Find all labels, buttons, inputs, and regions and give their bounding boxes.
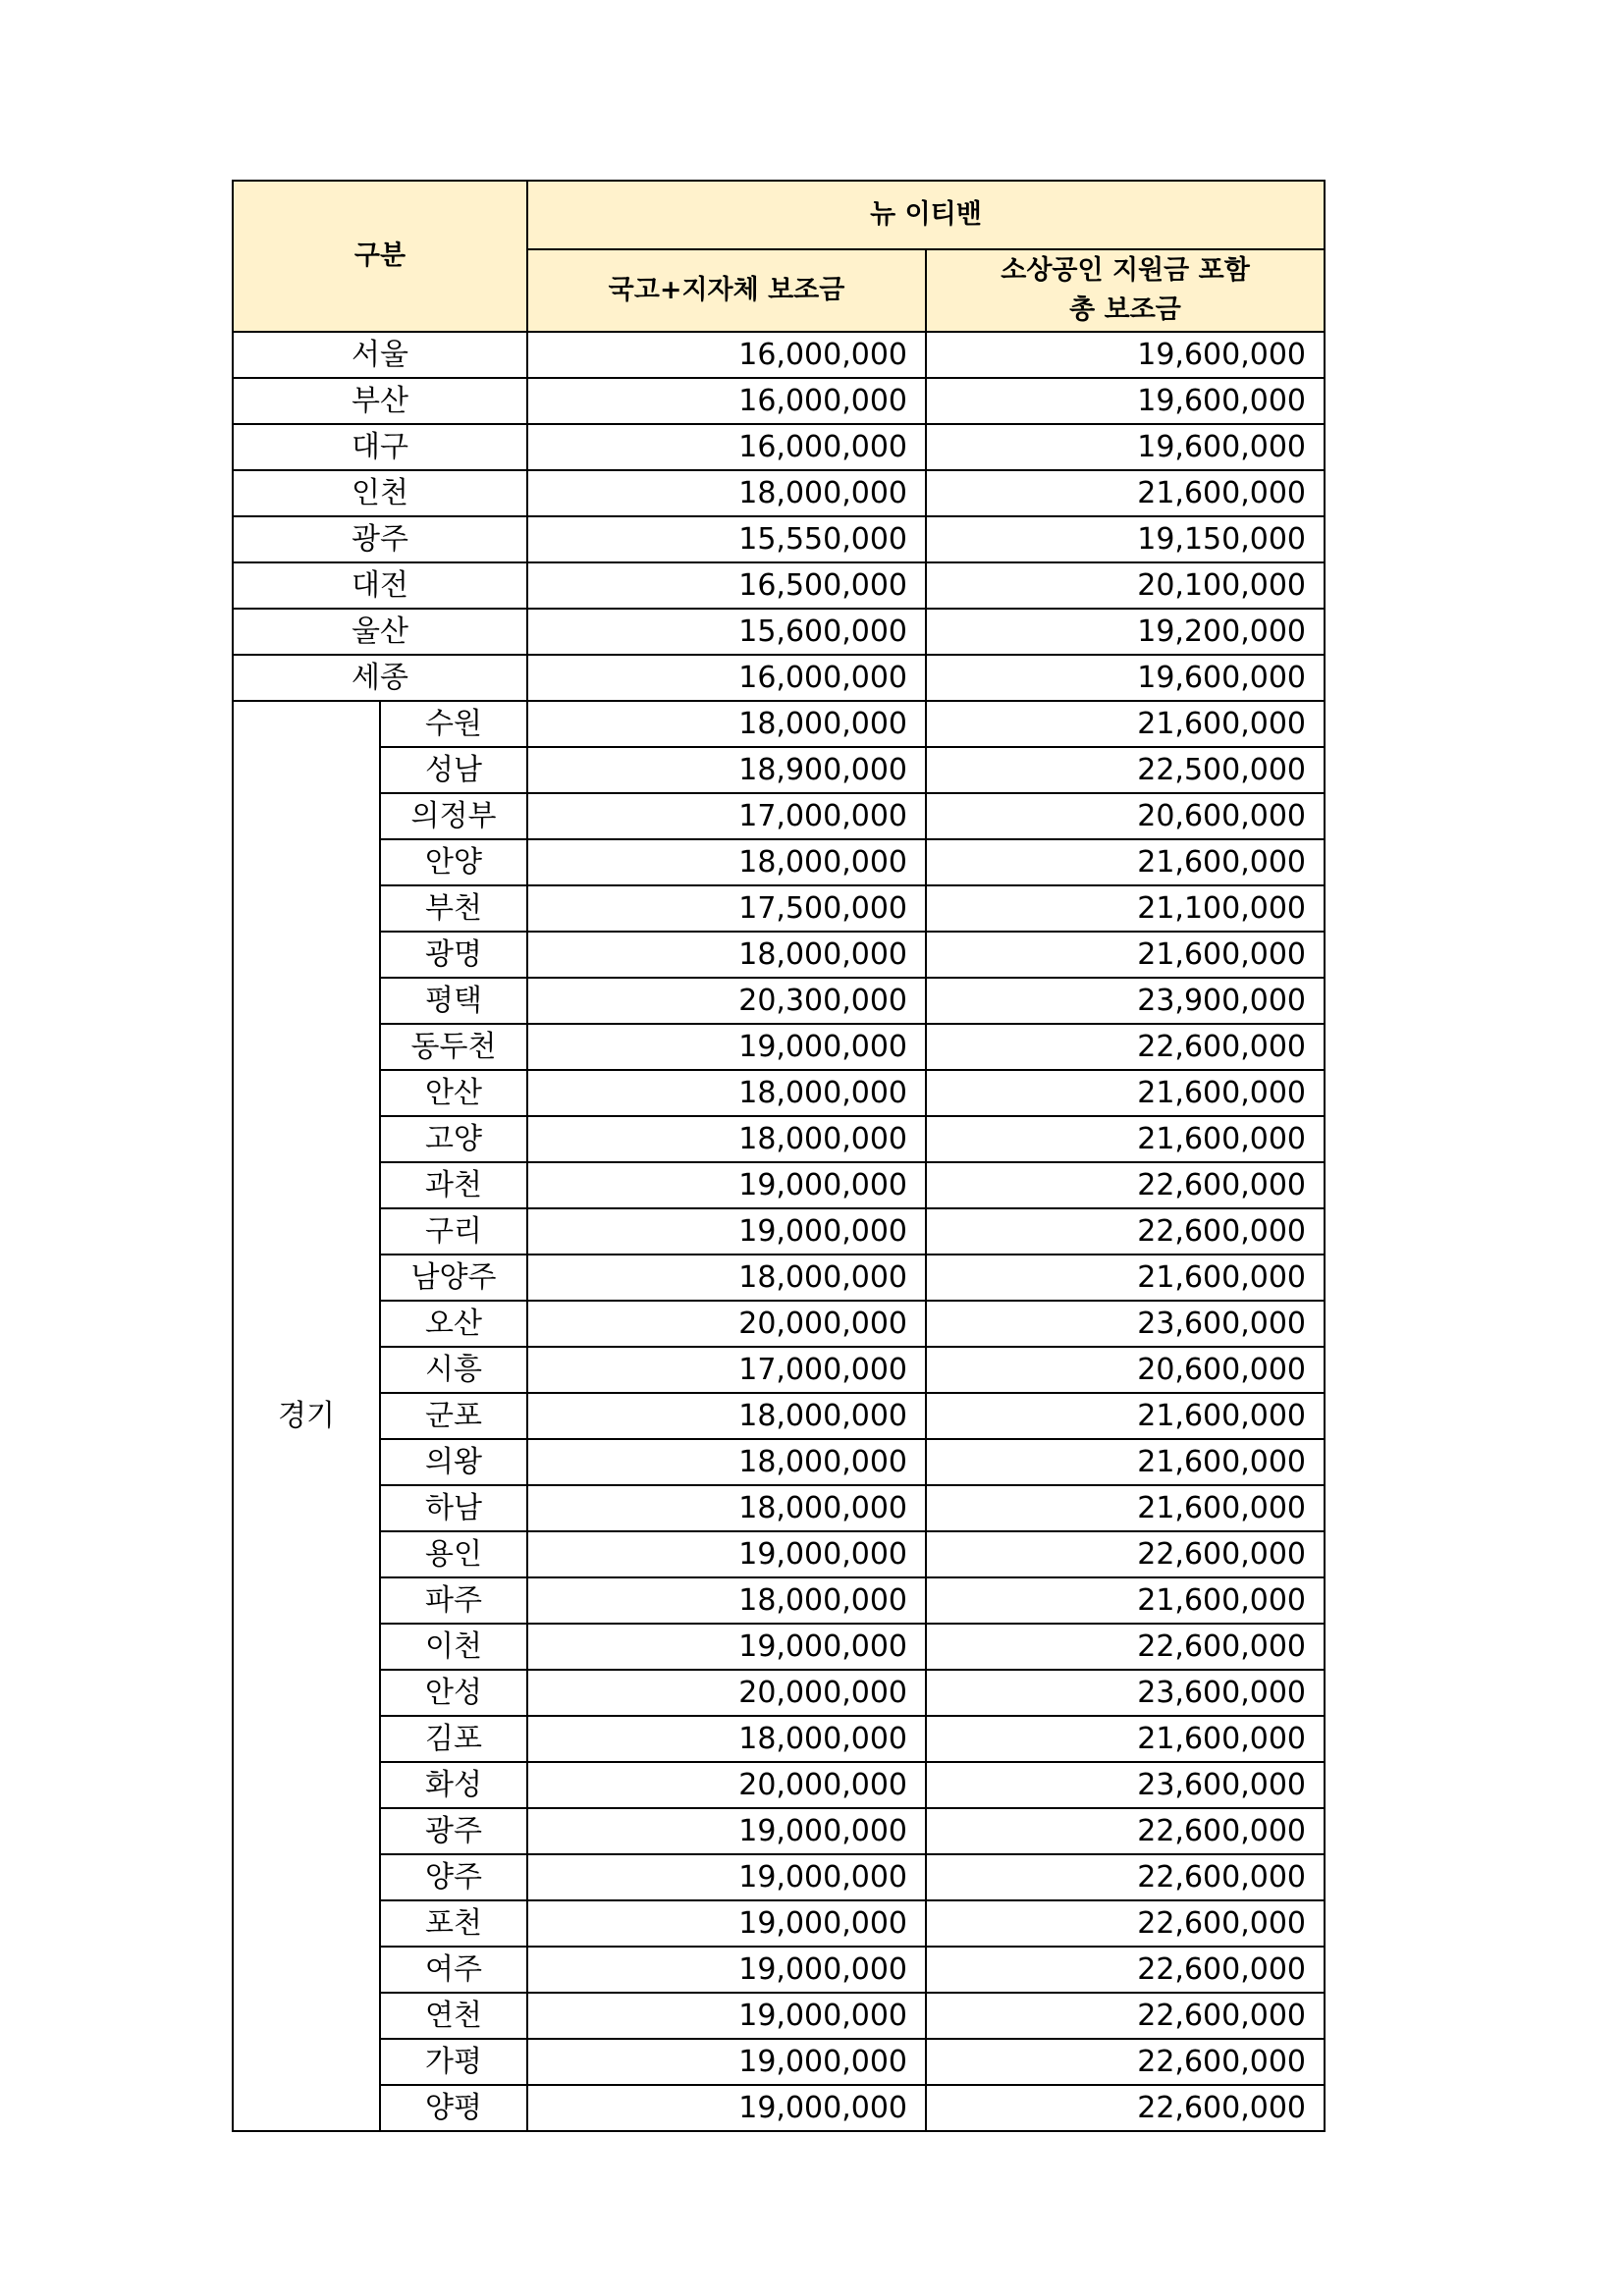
total-subsidy-value: 19,200,000 (926, 609, 1325, 655)
total-subsidy-value: 22,600,000 (926, 1854, 1325, 1900)
gov-subsidy-value: 19,000,000 (527, 1854, 926, 1900)
table-row (233, 1439, 1325, 1485)
city-name: 남양주 (380, 1255, 527, 1301)
gov-subsidy-value: 20,000,000 (527, 1762, 926, 1808)
city-name: 과천 (380, 1162, 527, 1208)
gov-subsidy-value: 18,000,000 (527, 1577, 926, 1624)
total-subsidy-value: 22,600,000 (926, 1947, 1325, 1993)
table-row (233, 1393, 1325, 1439)
city-name: 군포 (380, 1393, 527, 1439)
gov-subsidy-value: 18,000,000 (527, 1439, 926, 1485)
gov-subsidy-value: 19,000,000 (527, 2039, 926, 2085)
table-row (233, 1716, 1325, 1762)
table-row (233, 839, 1325, 885)
total-subsidy-value: 23,600,000 (926, 1301, 1325, 1347)
total-subsidy-value: 22,500,000 (926, 747, 1325, 793)
table-row (233, 1162, 1325, 1208)
total-subsidy-value: 20,600,000 (926, 1347, 1325, 1393)
city-name: 김포 (380, 1716, 527, 1762)
gov-subsidy-value: 18,000,000 (527, 701, 926, 747)
gov-subsidy-value: 20,000,000 (527, 1670, 926, 1716)
region-name: 울산 (233, 609, 527, 655)
total-subsidy-value: 22,600,000 (926, 1900, 1325, 1947)
total-subsidy-value: 21,600,000 (926, 701, 1325, 747)
table-row (233, 1347, 1325, 1393)
total-subsidy-value: 21,600,000 (926, 1485, 1325, 1531)
total-subsidy-value: 22,600,000 (926, 1808, 1325, 1854)
gov-subsidy-value: 16,500,000 (527, 562, 926, 609)
total-subsidy-value: 22,600,000 (926, 2039, 1325, 2085)
total-subsidy-value: 21,600,000 (926, 1070, 1325, 1116)
gov-subsidy-value: 18,000,000 (527, 1255, 926, 1301)
gov-subsidy-value: 19,000,000 (527, 1947, 926, 1993)
table-row (233, 332, 1325, 378)
table-row (233, 1208, 1325, 1255)
city-name: 동두천 (380, 1024, 527, 1070)
total-subsidy-value: 19,600,000 (926, 424, 1325, 470)
header-category: 구분 (233, 181, 527, 332)
total-subsidy-value: 21,600,000 (926, 1577, 1325, 1624)
table-row (233, 1900, 1325, 1947)
gov-subsidy-value: 16,000,000 (527, 655, 926, 701)
table-row (233, 1624, 1325, 1670)
total-subsidy-value: 21,600,000 (926, 1716, 1325, 1762)
total-subsidy-value: 19,600,000 (926, 655, 1325, 701)
table-row (233, 1762, 1325, 1808)
city-name: 수원 (380, 701, 527, 747)
header-total-line2: 총 보조금 (1069, 294, 1181, 325)
table-row (233, 932, 1325, 978)
gov-subsidy-value: 16,000,000 (527, 424, 926, 470)
region-group-gyeonggi: 경기 (233, 701, 380, 2131)
city-name: 의정부 (380, 793, 527, 839)
total-subsidy-value: 21,600,000 (926, 932, 1325, 978)
city-name: 고양 (380, 1116, 527, 1162)
table-row (233, 516, 1325, 562)
total-subsidy-value: 21,600,000 (926, 1255, 1325, 1301)
city-name: 가평 (380, 2039, 527, 2085)
total-subsidy-value: 23,600,000 (926, 1670, 1325, 1716)
city-name: 구리 (380, 1208, 527, 1255)
table-row (233, 562, 1325, 609)
total-subsidy-value: 21,600,000 (926, 470, 1325, 516)
city-name: 안성 (380, 1670, 527, 1716)
gov-subsidy-value: 20,000,000 (527, 1301, 926, 1347)
gov-subsidy-value: 17,000,000 (527, 1347, 926, 1393)
header-total-line1: 소상공인 지원금 포함 (1001, 255, 1250, 286)
total-subsidy-value: 22,600,000 (926, 1624, 1325, 1670)
city-name: 용인 (380, 1531, 527, 1577)
total-subsidy-value: 22,600,000 (926, 1024, 1325, 1070)
gov-subsidy-value: 18,000,000 (527, 1070, 926, 1116)
city-name: 광주 (380, 1808, 527, 1854)
gov-subsidy-value: 15,600,000 (527, 609, 926, 655)
total-subsidy-value: 21,600,000 (926, 1116, 1325, 1162)
gov-subsidy-value: 19,000,000 (527, 1993, 926, 2039)
total-subsidy-value: 22,600,000 (926, 2085, 1325, 2131)
total-subsidy-value: 21,100,000 (926, 885, 1325, 932)
table-row (233, 1024, 1325, 1070)
total-subsidy-value: 21,600,000 (926, 839, 1325, 885)
city-name: 성남 (380, 747, 527, 793)
region-name: 부산 (233, 378, 527, 424)
total-subsidy-value: 22,600,000 (926, 1162, 1325, 1208)
header-gov-subsidy: 국고+지자체 보조금 (527, 249, 926, 332)
gov-subsidy-value: 17,000,000 (527, 793, 926, 839)
city-name: 파주 (380, 1577, 527, 1624)
gov-subsidy-value: 19,000,000 (527, 1162, 926, 1208)
gov-subsidy-value: 19,000,000 (527, 1531, 926, 1577)
gov-subsidy-value: 17,500,000 (527, 885, 926, 932)
city-name: 광명 (380, 932, 527, 978)
table-row (233, 424, 1325, 470)
city-name: 연천 (380, 1993, 527, 2039)
header-total-subsidy (926, 249, 1325, 332)
city-name: 부천 (380, 885, 527, 932)
gov-subsidy-value: 18,000,000 (527, 1716, 926, 1762)
region-name: 광주 (233, 516, 527, 562)
total-subsidy-value: 23,600,000 (926, 1762, 1325, 1808)
city-name: 여주 (380, 1947, 527, 1993)
region-name: 서울 (233, 332, 527, 378)
table-row (233, 793, 1325, 839)
gov-subsidy-value: 19,000,000 (527, 1624, 926, 1670)
region-name: 대전 (233, 562, 527, 609)
table-row (233, 470, 1325, 516)
table-row (233, 885, 1325, 932)
gov-subsidy-value: 19,000,000 (527, 1808, 926, 1854)
total-subsidy-value: 21,600,000 (926, 1393, 1325, 1439)
region-name: 대구 (233, 424, 527, 470)
city-name: 화성 (380, 1762, 527, 1808)
gov-subsidy-value: 18,000,000 (527, 1116, 926, 1162)
gov-subsidy-value: 15,550,000 (527, 516, 926, 562)
subsidy-table (232, 180, 1326, 2132)
region-name: 인천 (233, 470, 527, 516)
city-name: 이천 (380, 1624, 527, 1670)
total-subsidy-value: 22,600,000 (926, 1993, 1325, 2039)
total-subsidy-value: 20,100,000 (926, 562, 1325, 609)
table-row (233, 2085, 1325, 2131)
gov-subsidy-value: 19,000,000 (527, 1024, 926, 1070)
city-name: 양주 (380, 1854, 527, 1900)
gov-subsidy-value: 18,000,000 (527, 839, 926, 885)
table-row (233, 1116, 1325, 1162)
table-row (233, 1531, 1325, 1577)
city-name: 양평 (380, 2085, 527, 2131)
city-name: 시흥 (380, 1347, 527, 1393)
table-row (233, 1577, 1325, 1624)
gov-subsidy-value: 16,000,000 (527, 332, 926, 378)
total-subsidy-value: 22,600,000 (926, 1208, 1325, 1255)
gov-subsidy-value: 18,000,000 (527, 932, 926, 978)
table-row (233, 2039, 1325, 2085)
city-name: 하남 (380, 1485, 527, 1531)
table-row (233, 1070, 1325, 1116)
table-row (233, 655, 1325, 701)
city-name: 의왕 (380, 1439, 527, 1485)
table-row (233, 1993, 1325, 2039)
city-name: 평택 (380, 978, 527, 1024)
table-row (233, 747, 1325, 793)
city-name: 오산 (380, 1301, 527, 1347)
total-subsidy-value: 19,600,000 (926, 332, 1325, 378)
table-row (233, 978, 1325, 1024)
city-name: 포천 (380, 1900, 527, 1947)
total-subsidy-value: 20,600,000 (926, 793, 1325, 839)
table-row (233, 1301, 1325, 1347)
gov-subsidy-value: 18,000,000 (527, 470, 926, 516)
table-body (233, 332, 1325, 2131)
total-subsidy-value: 23,900,000 (926, 978, 1325, 1024)
table-row (233, 1947, 1325, 1993)
gov-subsidy-value: 19,000,000 (527, 1900, 926, 1947)
city-name: 안양 (380, 839, 527, 885)
gov-subsidy-value: 18,000,000 (527, 1485, 926, 1531)
table-row (233, 1485, 1325, 1531)
table-row (233, 1854, 1325, 1900)
gov-subsidy-value: 18,900,000 (527, 747, 926, 793)
gov-subsidy-value: 16,000,000 (527, 378, 926, 424)
table-row (233, 1670, 1325, 1716)
gov-subsidy-value: 19,000,000 (527, 2085, 926, 2131)
total-subsidy-value: 19,600,000 (926, 378, 1325, 424)
total-subsidy-value: 21,600,000 (926, 1439, 1325, 1485)
table-row (233, 701, 1325, 747)
gov-subsidy-value: 18,000,000 (527, 1393, 926, 1439)
total-subsidy-value: 19,150,000 (926, 516, 1325, 562)
region-name: 세종 (233, 655, 527, 701)
table-row (233, 1255, 1325, 1301)
table-row (233, 1808, 1325, 1854)
table-row (233, 378, 1325, 424)
header-model: 뉴 이티밴 (527, 181, 1325, 249)
total-subsidy-value: 22,600,000 (926, 1531, 1325, 1577)
table-row (233, 609, 1325, 655)
city-name: 안산 (380, 1070, 527, 1116)
gov-subsidy-value: 19,000,000 (527, 1208, 926, 1255)
gov-subsidy-value: 20,300,000 (527, 978, 926, 1024)
